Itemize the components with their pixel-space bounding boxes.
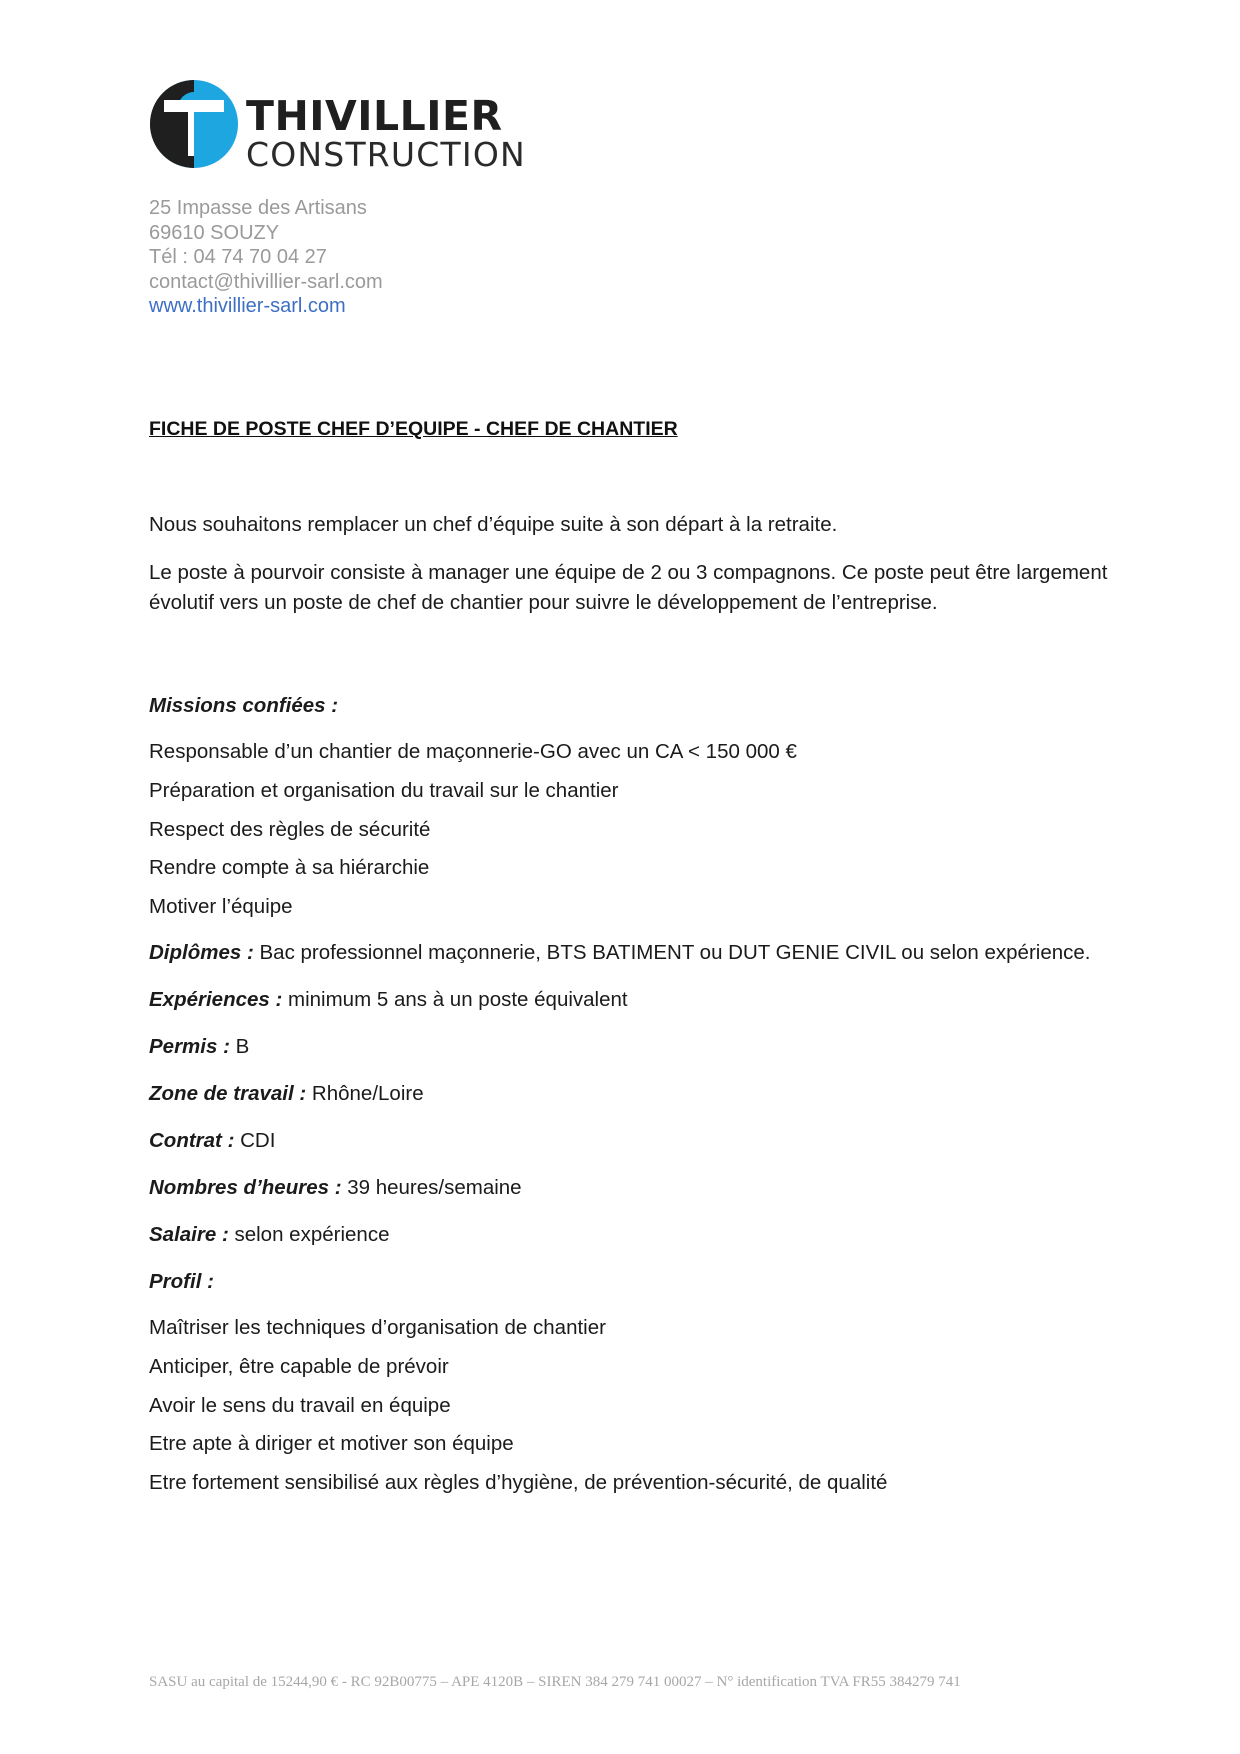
- diplomes-field: [149, 941, 1091, 965]
- address-website-link[interactable]: www.thivillier-sarl.com: [149, 295, 346, 317]
- profil-label: Profil :: [149, 1270, 214, 1293]
- profil-item: Etre fortement sensibilisé aux règles d’hygiène, de prévention-sécurité, de qualité: [149, 1471, 888, 1494]
- diplomes-label: Diplômes :: [149, 941, 254, 964]
- address-phone: Tél : 04 74 70 04 27: [149, 246, 327, 268]
- salaire-label: Salaire :: [149, 1223, 229, 1246]
- diplomes-value: Bac professionnel maçonnerie, BTS BATIMENT ou DUT GENIE CIVIL ou selon expérience.: [253, 941, 1091, 964]
- address-email: contact@thivillier-sarl.com: [149, 270, 383, 293]
- experiences-value: minimum 5 ans à un poste équivalent: [282, 988, 628, 1011]
- contrat-label: Contrat :: [149, 1129, 235, 1152]
- contrat-value: CDI: [234, 1129, 276, 1152]
- permis-value: B: [229, 1035, 250, 1058]
- salaire-field: [149, 1223, 389, 1247]
- permis-field: [149, 1035, 249, 1059]
- experiences-label: Expériences :: [149, 988, 283, 1011]
- heures-label: Nombres d’heures :: [149, 1176, 342, 1199]
- profil-item: Maîtriser les techniques d’organisation de chantier: [149, 1316, 606, 1339]
- contrat-field: [149, 1129, 275, 1153]
- salaire-value: selon expérience: [228, 1223, 390, 1246]
- profil-item: Avoir le sens du travail en équipe: [149, 1394, 451, 1417]
- experiences-field: [149, 988, 628, 1012]
- mission-item: Rendre compte à sa hiérarchie: [149, 856, 430, 879]
- zone-value: Rhône/Loire: [306, 1082, 424, 1105]
- mission-item: Responsable d’un chantier de maçonnerie-GO avec un CA < 150 000 €: [149, 740, 797, 763]
- logo-name: THIVILLIER: [246, 92, 503, 140]
- zone-field: [149, 1082, 424, 1106]
- mission-item: Respect des règles de sécurité: [149, 818, 431, 841]
- profil-item: Anticiper, être capable de prévoir: [149, 1355, 449, 1378]
- document-title: FICHE DE POSTE CHEF D’EQUIPE - CHEF DE CHANTIER: [149, 418, 678, 440]
- logo-subtitle: CONSTRUCTION: [246, 135, 526, 174]
- address-street: 25 Impasse des Artisans: [149, 197, 367, 219]
- intro-paragraph-2: Le poste à pourvoir consiste à manager une équipe de 2 ou 3 compagnons. Ce poste peut être largement évolutif vers un poste de chef de chantier pour suivre le développement de l’entreprise.: [149, 561, 1108, 614]
- permis-label: Permis :: [149, 1035, 230, 1058]
- missions-label: Missions confiées :: [149, 694, 339, 717]
- heures-field: [149, 1176, 522, 1200]
- company-logo: [148, 78, 526, 178]
- mission-item: Motiver l’équipe: [149, 895, 293, 918]
- address-city: 69610 SOUZY: [149, 221, 280, 244]
- company-logo-mark-icon: [148, 78, 240, 170]
- company-address: [149, 196, 383, 319]
- mission-item: Préparation et organisation du travail sur le chantier: [149, 779, 619, 802]
- legal-footer: SASU au capital de 15244,90 € - RC 92B00775 – APE 4120B – SIREN 384 279 741 00027 – N° identification TVA FR55 384279 741: [149, 1674, 961, 1690]
- profil-item: Etre apte à diriger et motiver son équipe: [149, 1432, 514, 1455]
- intro-paragraph-1: Nous souhaitons remplacer un chef d’équipe suite à son départ à la retraite.: [149, 513, 838, 536]
- heures-value: 39 heures/semaine: [341, 1176, 522, 1199]
- zone-label: Zone de travail :: [149, 1082, 307, 1105]
